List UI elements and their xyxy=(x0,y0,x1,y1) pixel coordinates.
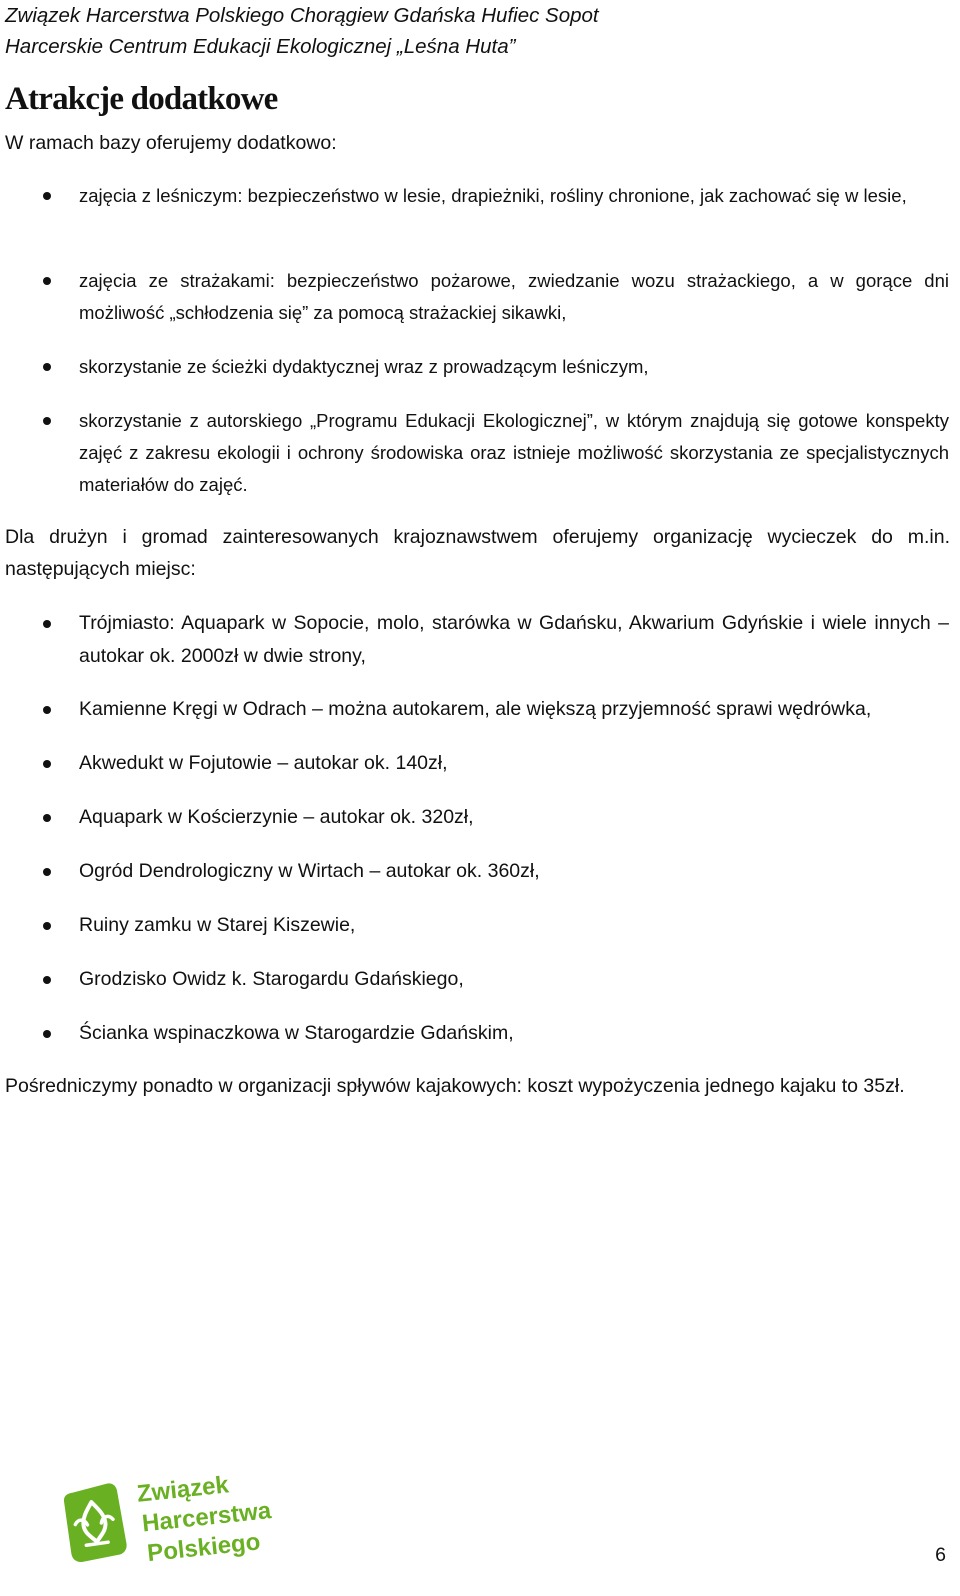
list-item xyxy=(0,801,949,834)
logo-text-line3: Polskiego xyxy=(145,1528,262,1566)
logo-text-line2: Harcerstwa xyxy=(140,1497,273,1538)
list-item xyxy=(0,963,949,996)
list-item-text: zajęcia z leśniczym: bezpieczeństwo w lesie, drapieżniki, rośliny chronione, jak zachować się w lesie, xyxy=(79,185,907,206)
list-item-text: Ruiny zamku w Starej Kiszewie, xyxy=(79,914,356,936)
bullet-icon xyxy=(43,922,51,930)
list-item xyxy=(0,265,949,329)
list-item-text: skorzystanie ze ścieżki dydaktycznej wraz z prowadzącym leśniczym, xyxy=(79,356,649,377)
header-organization: Związek Harcerstwa Polskiego Chorągiew Gdańska Hufiec Sopot xyxy=(5,4,599,27)
list-item xyxy=(0,855,949,888)
bullet-icon xyxy=(43,706,51,714)
bullet-icon xyxy=(43,814,51,822)
list-item xyxy=(0,351,949,383)
list-item-text: skorzystanie z autorskiego „Programu Edukacji Ekologicznej”, w którym znajdują się gotowe konspekty zajęć z zakresu ekologii i ochrony środowiska oraz istnieje możliwość skorzystania ze specjalistycznych materiałów do zajęć. xyxy=(79,410,949,495)
header-center-name: Harcerskie Centrum Edukacji Ekologicznej „Leśna Huta” xyxy=(5,35,516,58)
list-item xyxy=(0,405,949,501)
list-item xyxy=(0,607,949,673)
list-item-text: Aquapark w Kościerzynie – autokar ok. 320zł, xyxy=(79,806,474,828)
trips-paragraph: Dla drużyn i gromad zainteresowanych krajoznawstwem oferujemy organizację wycieczek do m.in. następujących miejsc: xyxy=(5,526,950,580)
intro-text: W ramach bazy oferujemy dodatkowo: xyxy=(5,132,337,154)
logo-text-line1: Związek xyxy=(135,1471,231,1508)
zhp-logo xyxy=(54,1462,304,1566)
list-item xyxy=(0,1017,949,1050)
list-item-text: Grodzisko Owidz k. Starogardu Gdańskiego, xyxy=(79,968,464,990)
bullet-icon xyxy=(43,868,51,876)
bullet-icon xyxy=(43,417,51,425)
list-item xyxy=(0,180,949,212)
bullet-icon xyxy=(43,620,51,628)
bullet-icon xyxy=(43,363,51,371)
list-item xyxy=(0,693,949,726)
list-item-text: Trójmiasto: Aquapark w Sopocie, molo, starówka w Gdańsku, Akwarium Gdyńskie i wiele innych – autokar ok. 2000zł w dwie strony, xyxy=(79,612,949,667)
list-item-text: Ścianka wspinaczkowa w Starogardzie Gdańskim, xyxy=(79,1022,514,1044)
list-item-text: Akwedukt w Fojutowie – autokar ok. 140zł, xyxy=(79,752,448,774)
bullet-icon xyxy=(43,277,51,285)
zhp-logo-graphic xyxy=(54,1462,304,1566)
section-title: Atrakcje dodatkowe xyxy=(5,81,278,117)
list-item-text: Kamienne Kręgi w Odrach – można autokarem, ale większą przyjemność sprawi wędrówka, xyxy=(79,698,872,720)
zhp-lily-badge-icon xyxy=(62,1482,128,1563)
list-item xyxy=(0,747,949,780)
document-header xyxy=(5,0,950,62)
bullet-icon xyxy=(43,192,51,200)
kayak-paragraph: Pośredniczymy ponadto w organizacji spływów kajakowych: koszt wypożyczenia jednego kajaku to 35zł. xyxy=(5,1075,905,1097)
list-item xyxy=(0,909,949,942)
list-item-text: zajęcia ze strażakami: bezpieczeństwo pożarowe, zwiedzanie wozu strażackiego, a w gorące dni możliwość „schłodzenia się” za pomocą strażackiej sikawki, xyxy=(79,270,949,323)
bullet-icon xyxy=(43,976,51,984)
bullet-icon xyxy=(43,760,51,768)
bullet-icon xyxy=(43,1030,51,1038)
list-item-text: Ogród Dendrologiczny w Wirtach – autokar ok. 360zł, xyxy=(79,860,540,882)
page-number: 6 xyxy=(935,1544,946,1566)
